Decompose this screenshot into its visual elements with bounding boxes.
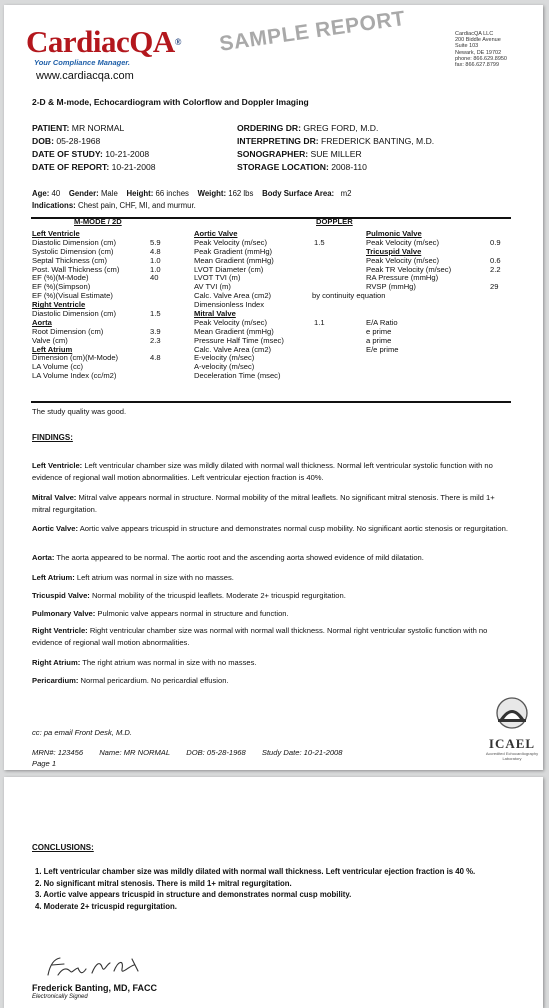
measurement-label: a prime bbox=[366, 335, 392, 345]
staff-value: SUE MILLER bbox=[308, 149, 362, 159]
measurement-label: Septal Thickness (cm) bbox=[32, 255, 107, 265]
measurement-label: Peak Velocity (m/sec) bbox=[194, 317, 268, 327]
finding-item bbox=[32, 460, 510, 483]
finding-text: The aorta appeared to be normal. The aortic root and the ascending aorta showed evidence of mild dilatation. bbox=[54, 553, 424, 562]
patient-info bbox=[32, 122, 156, 174]
finding-item bbox=[32, 590, 510, 602]
staff-label: ORDERING DR: bbox=[237, 123, 301, 133]
address-line: Newark, DE 19702 bbox=[455, 49, 502, 56]
page-number: Page 1 bbox=[32, 759, 57, 768]
finding-text: Right ventricular chamber size was normal with normal wall thickness. Normal right ventricular systolic function with no evidence of regional wall motion abnormalities. bbox=[32, 626, 488, 647]
measurement-row bbox=[366, 292, 451, 301]
measurement-row bbox=[366, 301, 451, 310]
patient-row bbox=[32, 161, 156, 174]
measurement-label: Right Ventricle bbox=[32, 300, 86, 310]
finding-text: Left ventricular chamber size was mildly dilated with normal wall thickness. Normal left ventricular systolic function with no evidence of regional wall motion abnormalities. Left ventricular ejection fraction is 40%. bbox=[32, 461, 493, 482]
measurement-label: Peak Velocity (m/sec) bbox=[194, 237, 268, 247]
company-address bbox=[455, 31, 507, 68]
finding-item bbox=[32, 523, 510, 535]
finding-item bbox=[32, 492, 510, 515]
finding-label: Right Atrium: bbox=[32, 658, 81, 667]
measurement-label: LVOT TVI (m) bbox=[194, 273, 241, 283]
measurement-label: Dimension (cm)(M-Mode) bbox=[32, 353, 119, 363]
measurement-label: LA Volume Index (cc/m2) bbox=[32, 371, 117, 381]
measurement-label: e prime bbox=[366, 326, 392, 336]
patient-value: MR NORMAL bbox=[69, 123, 125, 133]
measurement-value: 1.0 bbox=[150, 264, 161, 274]
measurement-row bbox=[366, 282, 499, 292]
measurement-label: Mean Gradient (mmHg) bbox=[194, 326, 274, 336]
measurement-label: A-velocity (m/sec) bbox=[194, 362, 255, 372]
measurement-label: Systolic Dimension (cm) bbox=[32, 246, 114, 256]
measurement-label: Peak Gradient (mmHg) bbox=[194, 246, 273, 256]
report-title: 2-D & M-mode, Echocardiogram with Colorflow and Doppler Imaging bbox=[32, 97, 309, 107]
measurement-label: Diastolic Dimension (cm) bbox=[32, 309, 116, 319]
measurement-label: Calc. Valve Area (cm2) bbox=[194, 344, 272, 354]
signature-name: Frederick Banting, MD, FACC bbox=[32, 983, 158, 993]
findings-header: FINDINGS: bbox=[32, 433, 73, 442]
finding-item bbox=[32, 572, 510, 584]
measurement-label: Post. Wall Thickness (cm) bbox=[32, 264, 120, 274]
finding-text: Mitral valve appears normal in structure. Normal mobility of the mitral leaflets. No significant mitral stenosis. There is mild 1+ mitral regurgitation. bbox=[32, 493, 495, 514]
gender-value: Male bbox=[100, 189, 118, 198]
finding-text: Aortic valve appears tricuspid in structure and demonstrates normal cusp mobility. No significant aortic stenosis or regurgitation. bbox=[78, 524, 508, 533]
measurement-label: EF (%)(Simpson) bbox=[32, 282, 91, 292]
measurement-label: Left Atrium bbox=[32, 344, 73, 354]
patient-row bbox=[32, 135, 156, 148]
finding-label: Right Ventricle: bbox=[32, 626, 88, 635]
cardiacqa-logo bbox=[26, 24, 181, 82]
measurement-label: Peak Velocity (m/sec) bbox=[366, 237, 440, 247]
patient-row bbox=[32, 122, 156, 135]
age-value: 40 bbox=[51, 189, 61, 198]
indications-value: Chest pain, CHF, MI, and murmur. bbox=[77, 201, 196, 210]
staff-row bbox=[237, 161, 434, 174]
measurement-label: RVSP (mmHg) bbox=[366, 282, 416, 292]
measurement-label: EF (%)(Visual Estimate) bbox=[32, 291, 113, 301]
footer-name: Name: MR NORMAL bbox=[99, 748, 171, 757]
measurement-label: RA Pressure (mmHg) bbox=[366, 273, 439, 283]
report-page-1 bbox=[4, 5, 543, 770]
website-link[interactable]: www.cardiacqa.com bbox=[36, 70, 134, 82]
measurement-label: LA Volume (cc) bbox=[32, 362, 84, 372]
table-bottom-rule bbox=[31, 401, 511, 403]
height-value: 66 inches bbox=[155, 189, 189, 198]
measurement-row bbox=[366, 346, 451, 355]
finding-item bbox=[32, 552, 510, 564]
finding-item bbox=[32, 657, 510, 669]
patient-label: PATIENT: bbox=[32, 123, 70, 133]
staff-label: INTERPRETING DR: bbox=[237, 136, 319, 146]
measurement-value: 3.9 bbox=[150, 326, 161, 336]
measurement-label: E/e prime bbox=[366, 344, 399, 354]
logo-trademark: ® bbox=[174, 37, 181, 47]
measurement-value: 29 bbox=[490, 282, 499, 292]
measurement-value: 2.3 bbox=[150, 335, 161, 345]
address-line: CardiacQA LLC bbox=[455, 31, 494, 37]
finding-label: Left Ventricle: bbox=[32, 461, 83, 470]
logo-brand-qa: QA bbox=[129, 24, 175, 59]
measurement-label: Aortic Valve bbox=[194, 229, 238, 238]
conclusions-list bbox=[35, 866, 517, 912]
finding-label: Pericardium: bbox=[32, 676, 79, 685]
address-line: 200 Biddle Avenue bbox=[455, 37, 501, 44]
icael-logo bbox=[484, 695, 540, 761]
icael-emblem-icon bbox=[490, 695, 534, 729]
finding-text: Pulmonic valve appears normal in structure and function. bbox=[95, 609, 289, 618]
measurement-label: Calc. Valve Area (cm2) bbox=[194, 291, 272, 301]
icael-name: ICAEL bbox=[488, 736, 536, 751]
measurement-value: 2.2 bbox=[490, 264, 501, 274]
staff-row bbox=[237, 148, 434, 161]
finding-label: Pulmonary Valve: bbox=[32, 609, 96, 618]
address-line: phone: 866.629.8950 bbox=[455, 55, 507, 62]
measurement-value: 1.1 bbox=[314, 317, 325, 327]
study-quality: The study quality was good. bbox=[32, 407, 127, 416]
icael-subtitle-line: Accredited Echocardiography bbox=[485, 751, 539, 756]
measurement-label: Valve (cm) bbox=[32, 335, 68, 345]
patient-label: DATE OF STUDY: bbox=[32, 149, 103, 159]
measurement-label: E-velocity (m/sec) bbox=[194, 353, 255, 363]
conclusion-item: 1. Left ventricular chamber size was mildly dilated with normal wall thickness. Left ventricular ejection fraction is 40 %. bbox=[35, 867, 476, 876]
patient-row bbox=[32, 148, 156, 161]
finding-label: Left Atrium: bbox=[32, 573, 75, 582]
footer-mrn: MRN#: 123456 bbox=[32, 748, 84, 757]
doppler-header: DOPPLER bbox=[316, 217, 353, 226]
measurement-label: AV TVI (m) bbox=[194, 282, 231, 292]
conclusion-item: 2. No significant mitral stenosis. There is mild 1+ mitral regurgitation. bbox=[35, 878, 292, 888]
measurement-value: 1.5 bbox=[314, 237, 325, 247]
measurement-value: 4.8 bbox=[150, 353, 161, 363]
conclusion-item: 4. Moderate 2+ tricuspid regurgitation. bbox=[35, 901, 177, 911]
vitals-block: Age: 40 Gender: Male Height: 66 inches Weight: 162 lbs Body Surface Area: m2 Indications: Chest pain, CHF, MI, and murmur. bbox=[32, 189, 352, 210]
finding-text: Left atrium was normal in size with no masses. bbox=[74, 573, 234, 582]
staff-row bbox=[237, 122, 434, 135]
measurement-label: Mean Gradient (mmHg) bbox=[194, 255, 274, 265]
staff-value: GREG FORD, M.D. bbox=[300, 123, 379, 133]
patient-label: DATE OF REPORT: bbox=[32, 162, 110, 172]
measurement-value: 0.9 bbox=[490, 237, 501, 247]
sample-report-watermark: SAMPLE REPORT bbox=[218, 6, 407, 56]
measurement-label: Root Dimension (cm) bbox=[32, 326, 104, 336]
patient-value: 10-21-2008 bbox=[102, 149, 150, 159]
staff-row bbox=[237, 135, 434, 148]
footer-line bbox=[32, 748, 357, 757]
finding-item bbox=[32, 608, 510, 620]
measurement-label: Peak TR Velocity (m/sec) bbox=[366, 264, 452, 274]
signature-note: Electronically Signed bbox=[32, 994, 88, 1000]
measurement-label: LVOT Diameter (cm) bbox=[194, 264, 264, 274]
measurement-value: 1.5 bbox=[150, 309, 161, 319]
doppler-column-pulmonic-tricuspid bbox=[366, 229, 501, 354]
measurement-label: Deceleration Time (msec) bbox=[194, 371, 281, 381]
mmode-header: M-MODE / 2D bbox=[74, 217, 122, 226]
icael-subtitle bbox=[484, 752, 540, 761]
measurement-label: Diastolic Dimension (cm) bbox=[32, 237, 116, 247]
signature-scribble-icon bbox=[44, 953, 154, 983]
patient-label: DOB: bbox=[32, 136, 54, 146]
measurement-row bbox=[194, 372, 284, 381]
patient-value: 05-28-1968 bbox=[53, 136, 101, 146]
finding-item bbox=[32, 675, 510, 687]
measurement-label: Pulmonic Valve bbox=[366, 229, 422, 238]
measurement-value: 0.6 bbox=[490, 255, 501, 265]
measurement-value: 4.8 bbox=[150, 246, 161, 256]
measurement-label: Left Ventricle bbox=[32, 229, 80, 238]
measurement-label: E/A Ratio bbox=[366, 317, 398, 327]
finding-text: The right atrium was normal in size with no masses. bbox=[80, 658, 257, 667]
measurement-label: Tricuspid Valve bbox=[366, 246, 422, 256]
measurement-label: EF (%)(M-Mode) bbox=[32, 273, 89, 283]
measurement-label: Mitral Valve bbox=[194, 309, 236, 319]
weight-value: 162 lbs bbox=[228, 189, 254, 198]
address-line: Suite 103 bbox=[455, 43, 479, 50]
finding-text: Normal mobility of the tricuspid leaflets. Moderate 2+ tricuspid regurgitation. bbox=[89, 591, 346, 600]
icael-subtitle-line: Laboratory bbox=[502, 755, 522, 761]
address-line: fax: 866.627.8799 bbox=[455, 62, 500, 69]
finding-label: Aorta: bbox=[32, 553, 55, 562]
measurement-row bbox=[32, 372, 119, 381]
logo-tagline: Your Compliance Manager. bbox=[34, 58, 130, 67]
staff-value: FREDERICK BANTING, M.D. bbox=[318, 136, 435, 146]
measurement-label: Aorta bbox=[32, 317, 52, 327]
finding-label: Aortic Valve: bbox=[32, 524, 79, 533]
measurement-value: 1.0 bbox=[150, 255, 161, 265]
measurement-value: by continuity equation bbox=[312, 291, 386, 301]
finding-text: Normal pericardium. No pericardial effusion. bbox=[78, 676, 229, 685]
finding-label: Mitral Valve: bbox=[32, 493, 77, 502]
cc-line: cc: pa email Front Desk, M.D. bbox=[32, 728, 133, 737]
conclusions-header: CONCLUSIONS: bbox=[32, 843, 94, 852]
measurement-value: 5.9 bbox=[150, 237, 161, 247]
measurement-label: Pressure Half Time (msec) bbox=[194, 335, 284, 345]
staff-label: SONOGRAPHER: bbox=[237, 149, 309, 159]
finding-label: Tricuspid Valve: bbox=[32, 591, 90, 600]
bsa-value: m2 bbox=[340, 189, 352, 198]
measurement-label: Dimensionless Index bbox=[194, 300, 265, 310]
measurement-value: 40 bbox=[150, 273, 159, 283]
footer-dob: DOB: 05-28-1968 bbox=[186, 748, 246, 757]
mmode-column bbox=[32, 229, 161, 381]
measurement-label: Peak Velocity (m/sec) bbox=[366, 255, 440, 265]
finding-item bbox=[32, 625, 510, 648]
staff-info bbox=[237, 122, 434, 174]
footer-study-date: Study Date: 10-21-2008 bbox=[261, 748, 343, 757]
staff-value: 2008-110 bbox=[328, 162, 367, 172]
report-page-2 bbox=[4, 777, 543, 1008]
staff-label: STORAGE LOCATION: bbox=[237, 162, 329, 172]
conclusion-item: 3. Aortic valve appears tricuspid in structure and demonstrates normal cusp mobility. bbox=[35, 890, 352, 899]
logo-brand-cardiac: Cardiac bbox=[26, 24, 130, 59]
patient-value: 10-21-2008 bbox=[109, 162, 156, 172]
